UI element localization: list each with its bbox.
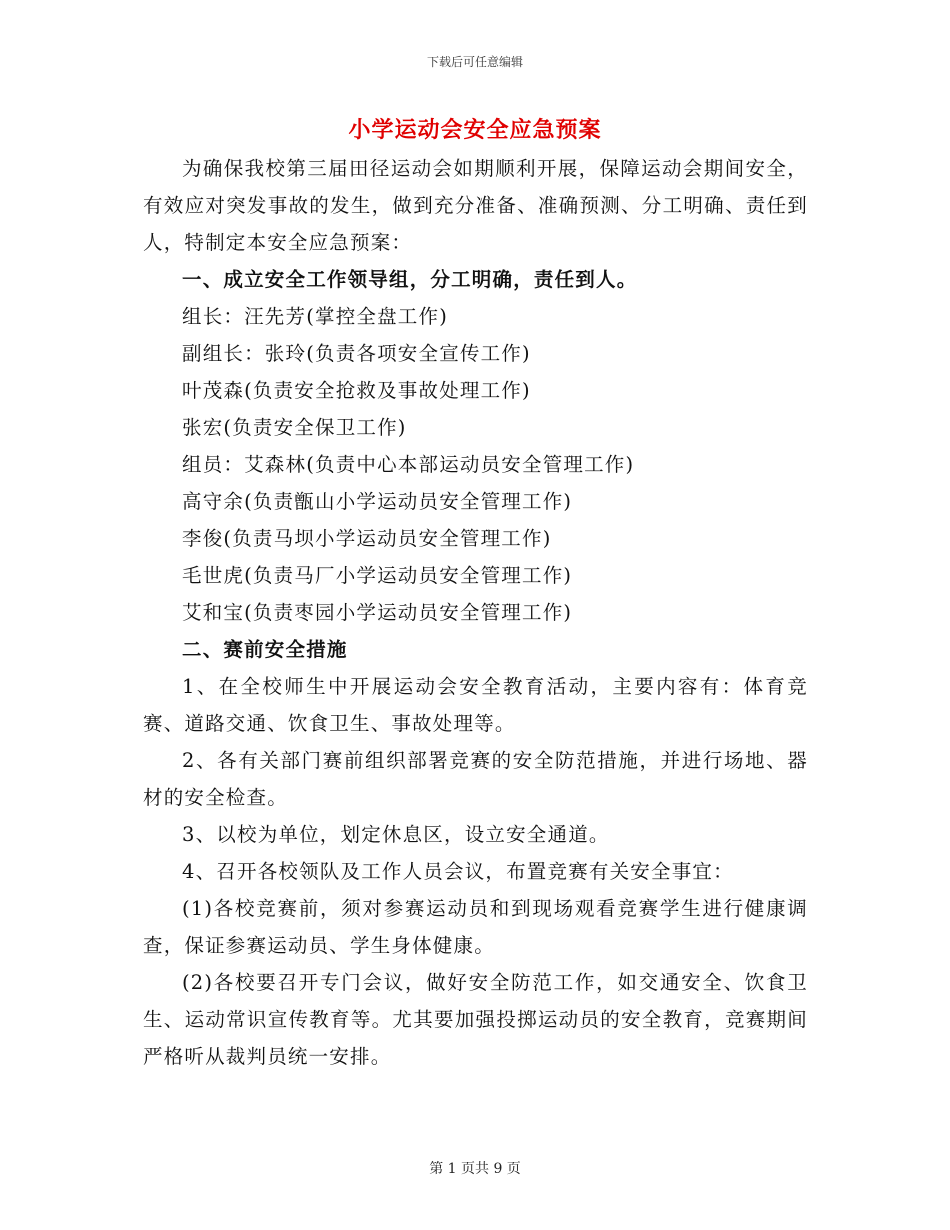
measure-item: 3、以校为单位，划定休息区，设立安全通道。 xyxy=(182,823,610,846)
measure-item: 1、在全校师生中开展运动会安全教育活动，主要内容有：体育竞赛、道路交通、饮食卫生、事故处理等。 xyxy=(143,675,808,735)
member-line: 叶茂森(负责安全抢救及事故处理工作) xyxy=(182,379,531,402)
member-line: 李俊(负责马坝小学运动员安全管理工作) xyxy=(182,527,552,550)
measure-item: 4、召开各校领队及工作人员会议，布置竞赛有关安全事宜： xyxy=(182,860,734,883)
page-number: 第 1 页共 9 页 xyxy=(429,1161,521,1177)
member-line: 艾和宝(负责枣园小学运动员安全管理工作) xyxy=(182,601,573,624)
member-line: 副组长：张玲(负责各项安全宣传工作) xyxy=(182,342,531,365)
member-line: 组员：艾森林(负责中心本部运动员安全管理工作) xyxy=(182,453,635,476)
measure-subitem: (2)各校要召开专门会议，做好安全防范工作，如交通安全、饮食卫生、运动常识宣传教育等。尤其要加强投掷运动员的安全教育，竞赛期间严格听从裁判员统一安排。 xyxy=(143,971,808,1068)
member-line: 毛世虎(负责马厂小学运动员安全管理工作) xyxy=(182,564,573,587)
document-title: 小学运动会安全应急预案 xyxy=(348,117,602,143)
section-heading-2: 二、赛前安全措施 xyxy=(182,638,348,661)
member-line: 高守余(负责甑山小学运动员安全管理工作) xyxy=(182,490,573,513)
document-body xyxy=(143,150,808,1075)
measure-item: 2、各有关部门赛前组织部署竞赛的安全防范措施，并进行场地、器材的安全检查。 xyxy=(143,749,808,809)
page-header-note: 下载后可任意编辑 xyxy=(426,55,523,69)
intro-paragraph: 为确保我校第三届田径运动会如期顺利开展，保障运动会期间安全，有效应对突发事故的发生，做到充分准备、准确预测、分工明确、责任到人，特制定本安全应急预案： xyxy=(143,157,808,254)
member-line: 组长：汪先芳(掌控全盘工作) xyxy=(182,305,449,328)
member-line: 张宏(负责安全保卫工作) xyxy=(182,416,407,439)
measure-subitem: (1)各校竞赛前，须对参赛运动员和到现场观看竞赛学生进行健康调查，保证参赛运动员、学生身体健康。 xyxy=(143,897,808,957)
section-heading-1: 一、成立安全工作领导组，分工明确，责任到人。 xyxy=(182,268,638,291)
